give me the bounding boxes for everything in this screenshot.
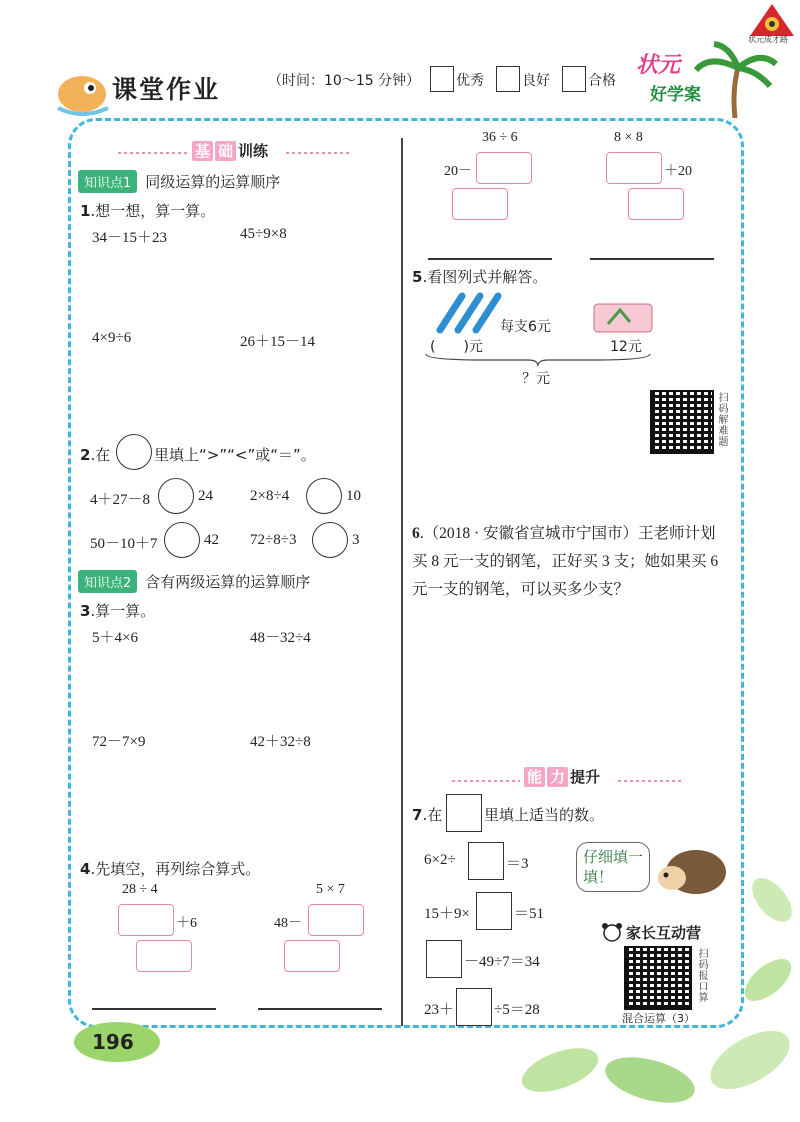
q4b-answer-box-1[interactable] [308,904,364,936]
q2-item1-left: 4＋27－8 [90,492,151,508]
question-5: 5.看图列式并解答。 [412,268,548,286]
q7-item4-pre: 23＋ [424,1002,455,1018]
q1-expr-1: 34－15＋23 [92,230,168,246]
q2-item3-left: 50－10＋7 [90,536,158,552]
q7-item4-answer-box[interactable] [456,988,492,1026]
q2-item3-right: 42 [204,532,219,548]
heading-rule-left [452,780,520,782]
brand-logo-bottom: 好学案 [650,85,701,105]
q2-item1-answer-circle[interactable] [158,478,194,514]
q4b-top-expr: 5 × 7 [316,882,345,897]
qr-code-icon[interactable] [650,390,714,454]
q4b-answer-line[interactable] [258,1008,382,1010]
scan-label: 扫码解难题 [716,392,727,447]
q4d-top-expr: 8 × 8 [614,130,643,145]
q2-item4-answer-circle[interactable] [312,522,348,558]
q5-case-price: 12元 [610,339,642,355]
question-2-label-b: 里填上“>”“<”或“＝”。 [154,446,316,464]
q1-expr-3: 4×9÷6 [92,330,132,346]
page-number-badge [74,1022,160,1062]
q4d-answer-box-1[interactable] [606,152,662,184]
section-heading-ability-char2: 力 [547,767,568,787]
q3-expr-2: 48－32÷4 [250,630,311,646]
q2-item2-answer-circle[interactable] [306,478,342,514]
question-2-label-a: 2.在 [80,446,111,464]
q2-item1-right: 24 [198,488,213,504]
q2-sample-circle [116,434,152,470]
section-heading-ability-rest: 提升 [570,768,601,786]
section-heading-ability [524,766,600,787]
question-1: 1.想一想，算一算。 [80,202,216,220]
knowledge-point-1 [78,170,280,193]
knowledge-point-text: 同级运算的运算顺序 [145,173,281,191]
rating-label-excellent: 优秀 [456,73,484,89]
question-7-label-b: 里填上适当的数。 [484,806,605,824]
q7-item1-answer-box[interactable] [468,842,504,880]
q7-item2-post: ＝51 [514,906,545,922]
q7-sample-box [446,794,482,832]
q7-item2-answer-box[interactable] [476,892,512,930]
q5-total: ？元 [522,371,550,387]
q5-each-price: 每支6元 [500,319,551,335]
q4a-answer-line[interactable] [92,1008,216,1010]
knowledge-point-badge: 知识点1 [78,170,137,193]
qr-code-icon[interactable] [624,946,692,1010]
q7-item2-pre: 15＋9× [424,906,470,922]
panda-icon [600,922,624,942]
heading-rule-right [286,152,352,154]
corner-logo-text: 状元成才路 [748,35,788,44]
q2-item2-right: 10 [346,488,361,504]
q7-item1-post: ＝3 [506,856,529,872]
knowledge-point-2 [78,570,310,593]
rating-label-pass: 合格 [588,73,616,89]
q4c-answer-box-2[interactable] [452,188,508,220]
mascot-icon [52,64,112,116]
leaves-decoration-side [732,860,800,1040]
q4d-side: ＋20 [664,164,692,179]
question-3: 3.算一算。 [80,602,156,620]
q4d-answer-box-2[interactable] [628,188,684,220]
question-4: 4.先填空，再列综合算式。 [80,860,261,878]
pencil-case-illustration [590,296,656,336]
section-heading-basic-char1: 基 [192,141,213,161]
q3-expr-3: 72－7×9 [92,734,146,750]
q4c-answer-box-1[interactable] [476,152,532,184]
q4b-side: 48－ [274,916,302,931]
palm-tree-icon [690,40,780,120]
knowledge-point-text: 含有两级运算的运算顺序 [145,573,311,591]
q2-item4-left: 72÷8÷3 [250,532,297,548]
section-heading-ability-char1: 能 [524,767,545,787]
page-number: 196 [92,1030,134,1054]
parent-section-title: 家长互动营 [626,924,702,942]
q4c-side: 20－ [444,164,472,179]
q2-item2-left: 2×8÷4 [250,488,290,504]
question-6: 6.（2018 · 安徽省宣城市宁国市）王老师计划买 8 元一支的钢笔，正好买 3 支；她如果买 6 元一支的钢笔，可以买多少支？ [412,525,719,598]
rating-box-excellent[interactable] [430,66,454,92]
q4a-top-expr: 28 ÷ 4 [122,882,158,897]
q3-expr-4: 42＋32÷8 [250,734,311,750]
q7-item3-post: －49÷7＝34 [464,954,540,970]
q2-item4-right: 3 [352,532,360,548]
parent-scan-label: 扫码报口算 [696,948,707,1003]
q7-item1-pre: 6×2÷ [424,852,456,868]
q1-expr-4: 26＋15－14 [240,334,316,350]
q4c-answer-line[interactable] [428,258,552,260]
q5-brace [424,352,652,368]
q4d-answer-line[interactable] [590,258,714,260]
parent-caption: 混合运算（3） [622,1012,695,1025]
speech-bubble: 仔细填一填！ [576,842,650,892]
brand-logo-top: 状元 [636,53,681,78]
knowledge-point-badge: 知识点2 [78,570,137,593]
heading-rule-left [118,152,190,154]
rating-box-pass[interactable] [562,66,586,92]
heading-rule-right [618,780,684,782]
time-note: （时间：10～15 分钟） [268,73,421,89]
q3-expr-1: 5＋4×6 [92,630,138,646]
q7-item3-answer-box[interactable] [426,940,462,978]
q4a-answer-box-1[interactable] [118,904,174,936]
section-heading-basic [192,140,268,161]
q4a-side: ＋6 [176,916,197,931]
q4b-answer-box-2[interactable] [284,940,340,972]
rating-box-good[interactable] [496,66,520,92]
q4a-answer-box-2[interactable] [136,940,192,972]
q5-blank[interactable]: ( )元 [430,339,483,355]
question-7-label-a: 7.在 [412,806,443,824]
q7-item4-post: ÷5＝28 [494,1002,540,1018]
section-heading-basic-rest: 训练 [238,142,269,160]
column-divider [401,138,403,1026]
q4c-top-expr: 36 ÷ 6 [482,130,518,145]
rating-label-good: 良好 [522,73,550,89]
hedgehog-icon [652,838,728,896]
page-title: 课堂作业 [112,75,221,104]
q1-expr-2: 45÷9×8 [240,226,287,242]
q2-item3-answer-circle[interactable] [164,522,200,558]
section-heading-basic-char2: 础 [215,141,236,161]
